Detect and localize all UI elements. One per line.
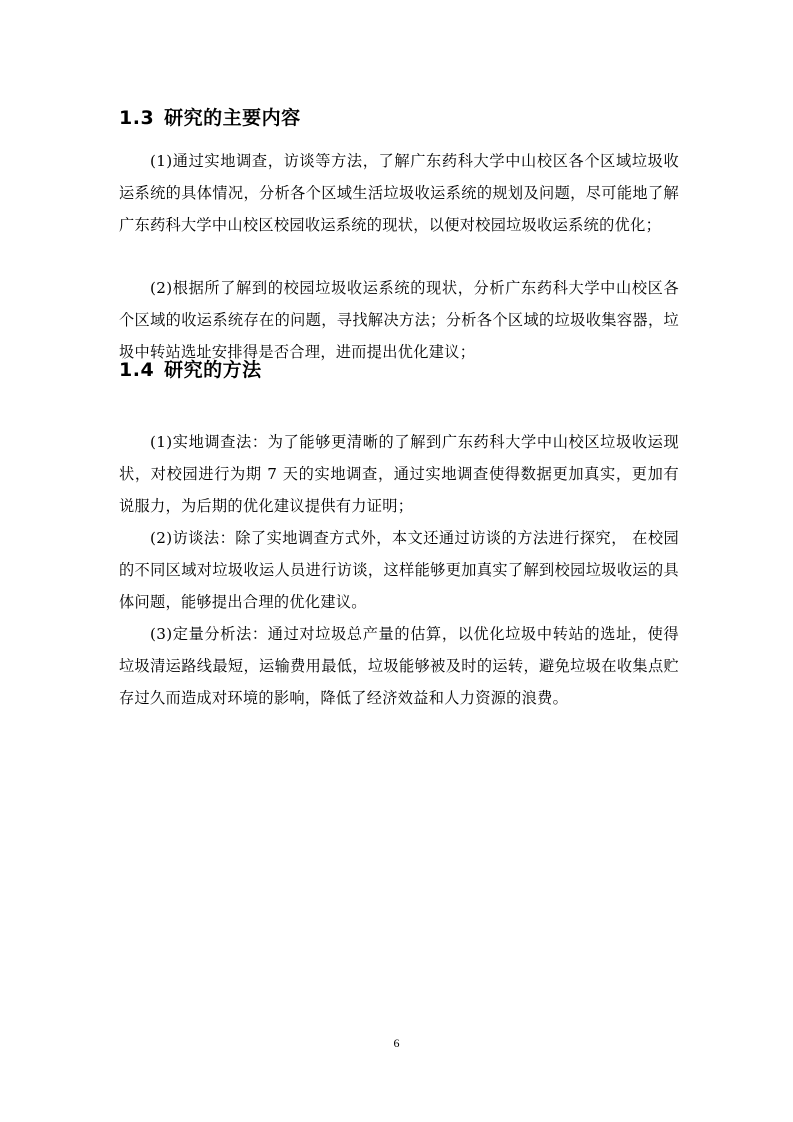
paragraph: (1)通过实地调查，访谈等方法，了解广东药科大学中山校区各个区域垃圾收运系统的具体情况，分析各个区域生活垃圾收运系统的规划及问题，尽可能地了解广东药科大学中山校区校园收运系统的现状，以便对校园垃圾收运系统的优化；: [119, 152, 679, 234]
section-title: 研究的方法: [164, 359, 262, 381]
section-heading-1-4: [119, 357, 262, 383]
section-heading-1-3: [119, 105, 301, 131]
paragraph: (1)实地调查法：为了能够更清晰的了解到广东药科大学中山校区垃圾收运现状，对校园进行为期 7 天的实地调查，通过实地调查使得数据更加真实，更加有说服力，为后期的优化建议提供有力证明；: [119, 433, 679, 515]
paragraph: (2)根据所了解到的校园垃圾收运系统的现状，分析广东药科大学中山校区各个区域的收运系统存在的问题，寻找解决方法；分析各个区域的垃圾收集容器，垃圾中转站选址安排得是否合理，进而提出优化建议；: [119, 279, 679, 361]
page-number: 6: [393, 1036, 400, 1050]
paragraph: (3)定量分析法：通过对垃圾总产量的估算，以优化垃圾中转站的选址，使得垃圾清运路线最短，运输费用最低，垃圾能够被及时的运转，避免垃圾在收集点贮存过久而造成对环境的影响，降低了经济效益和人力资源的浪费。: [119, 625, 679, 707]
paragraph: (2)访谈法：除了实地调查方式外，本文还通过访谈的方法进行探究， 在校园的不同区域对垃圾收运人员进行访谈，这样能够更加真实了解到校园垃圾收运的具体问题，能够提出合理的优化建议。: [119, 529, 679, 611]
section-title: 研究的主要内容: [164, 107, 301, 129]
section-number: 1.4: [119, 359, 155, 381]
section-number: 1.3: [119, 107, 155, 129]
